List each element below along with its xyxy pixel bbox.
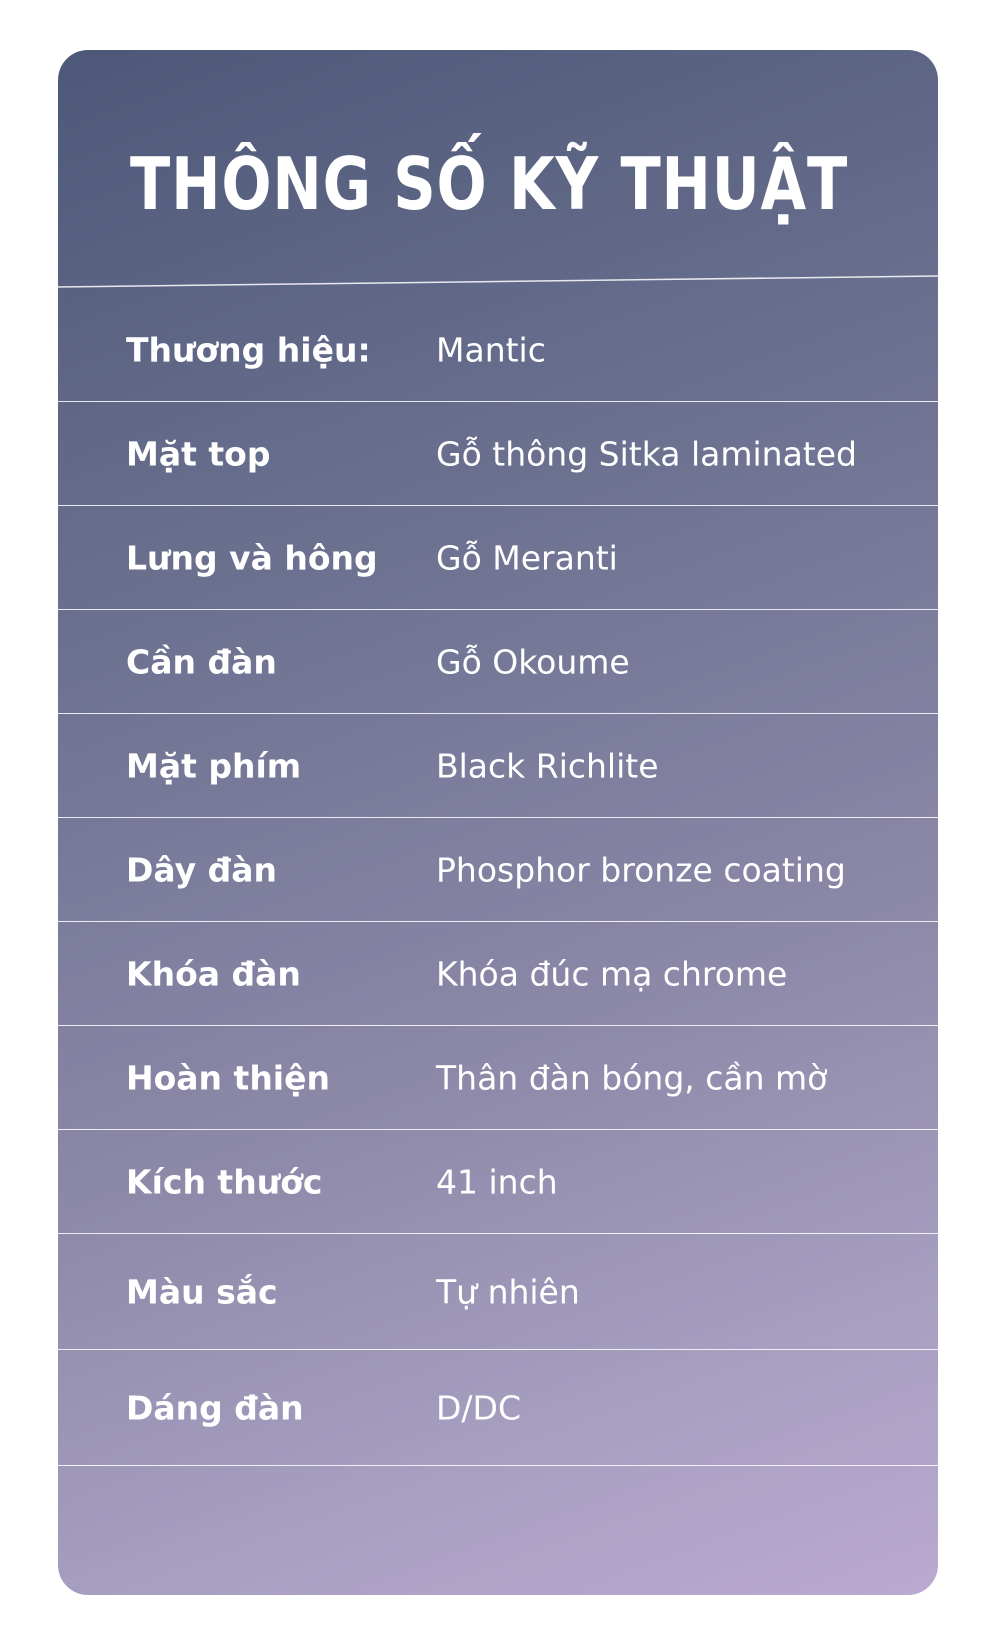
spec-row	[58, 1130, 938, 1234]
spec-row	[58, 506, 938, 610]
spec-label: Dây đàn	[126, 850, 278, 889]
spec-row	[58, 818, 938, 922]
spec-value: Thân đàn bóng, cần mờ	[436, 1058, 828, 1097]
spec-row	[58, 1026, 938, 1130]
spec-row	[58, 714, 938, 818]
spec-label: Thương hiệu:	[126, 330, 371, 369]
spec-row	[58, 610, 938, 714]
spec-label: Màu sắc	[126, 1272, 278, 1311]
spec-table	[58, 298, 938, 1466]
spec-row	[58, 298, 938, 402]
spec-value: Phosphor bronze coating	[436, 850, 846, 889]
spec-label: Hoàn thiện	[126, 1058, 330, 1097]
page-title: THÔNG SỐ KỸ THUẬT	[130, 142, 849, 226]
spec-value: 41 inch	[436, 1162, 558, 1201]
spec-value: Tự nhiên	[436, 1272, 580, 1311]
spec-row	[58, 1350, 938, 1466]
spec-value: Black Richlite	[436, 746, 659, 785]
spec-row	[58, 402, 938, 506]
spec-value: Gỗ Meranti	[436, 538, 618, 577]
spec-label: Lưng và hông	[126, 538, 378, 577]
spec-card	[58, 50, 938, 1595]
spec-label: Dáng đàn	[126, 1388, 304, 1427]
spec-label: Kích thước	[126, 1162, 323, 1201]
spec-value: D/DC	[436, 1388, 521, 1427]
spec-value: Mantic	[436, 330, 546, 369]
spec-label: Mặt top	[126, 434, 271, 473]
spec-label: Mặt phím	[126, 746, 302, 785]
spec-label: Cần đàn	[126, 642, 277, 681]
spec-value: Khóa đúc mạ chrome	[436, 954, 788, 993]
spec-value: Gỗ thông Sitka laminated	[436, 434, 857, 473]
spec-value: Gỗ Okoume	[436, 642, 630, 681]
spec-row	[58, 922, 938, 1026]
spec-label: Khóa đàn	[126, 954, 301, 993]
spec-row	[58, 1234, 938, 1350]
